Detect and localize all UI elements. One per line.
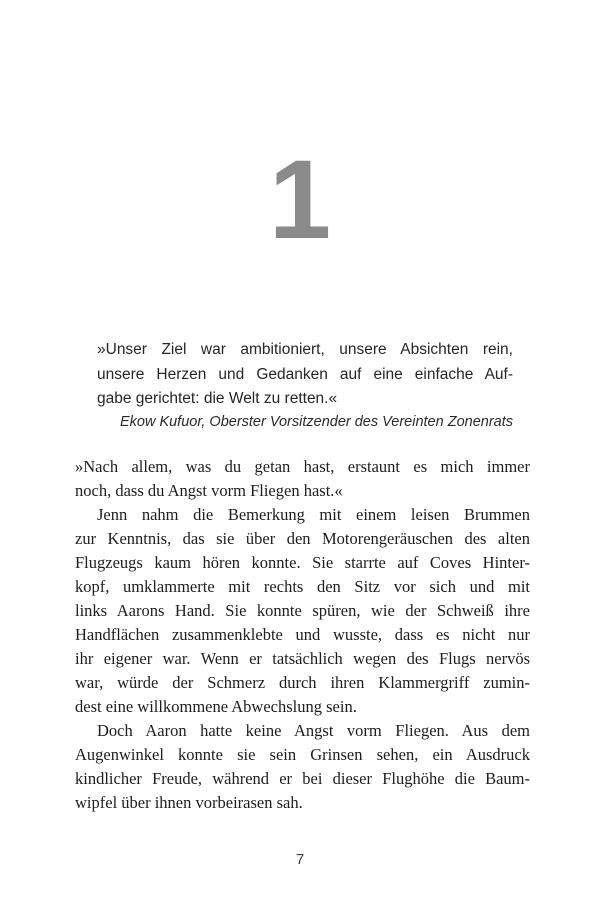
paragraph (75, 455, 530, 503)
body-line: zur Kenntnis, das sie über den Motorengeräuschen des alten (75, 529, 530, 548)
epigraph-line: »Unser Ziel war ambitioniert, unsere Absichten rein, (97, 341, 513, 358)
epigraph-line: gabe gerichtet: die Welt zu retten.« (97, 390, 338, 407)
body-line: Handflächen zusammenklebte und wusste, dass es nicht nur (75, 625, 530, 644)
epigraph (97, 338, 513, 431)
body-line: Augenwinkel konnte sie sein Grinsen sehen, ein Ausdruck (75, 745, 530, 764)
body-line: kopf, umklammerte mit rechts den Sitz vor sich und mit (75, 577, 530, 596)
epigraph-attribution: Ekow Kufuor, Oberster Vorsitzender des Vereinten Zonenrats (119, 413, 513, 430)
epigraph-line: unsere Herzen und Gedanken auf eine einfache Auf- (97, 365, 513, 383)
body-line: Doch Aaron hatte keine Angst vorm Fliegen. Aus dem (97, 721, 530, 740)
body-line: Flugzeugs kaum hören konnte. Sie starrte auf Coves Hinter- (75, 553, 530, 572)
body-line: dest eine willkommene Abwechslung sein. (75, 697, 357, 716)
body-line: Jenn nahm die Bemerkung mit einem leisen Brummen (97, 505, 530, 524)
body-line: ihr eigener war. Wenn er tatsächlich wegen des Flugs nervös (75, 649, 530, 668)
epigraph-quote (97, 338, 513, 412)
chapter-number: 1 (268, 137, 332, 262)
body-line: kindlicher Freude, während er bei dieser Flughöhe die Baum- (75, 769, 530, 788)
body-line: war, würde der Schmerz durch ihren Klammergriff zumin- (75, 673, 530, 692)
paragraph (75, 719, 530, 815)
body-text (75, 455, 530, 815)
body-line: wipfel über ihnen vorbeirasen sah. (75, 793, 303, 812)
paragraph (75, 503, 530, 719)
page-number: 7 (295, 851, 305, 868)
body-line: links Aarons Hand. Sie konnte spüren, wie der Schweiß ihre (75, 601, 530, 620)
body-line: noch, dass du Angst vorm Fliegen hast.« (75, 481, 343, 500)
body-line: »Nach allem, was du getan hast, erstaunt es mich immer (75, 457, 530, 476)
